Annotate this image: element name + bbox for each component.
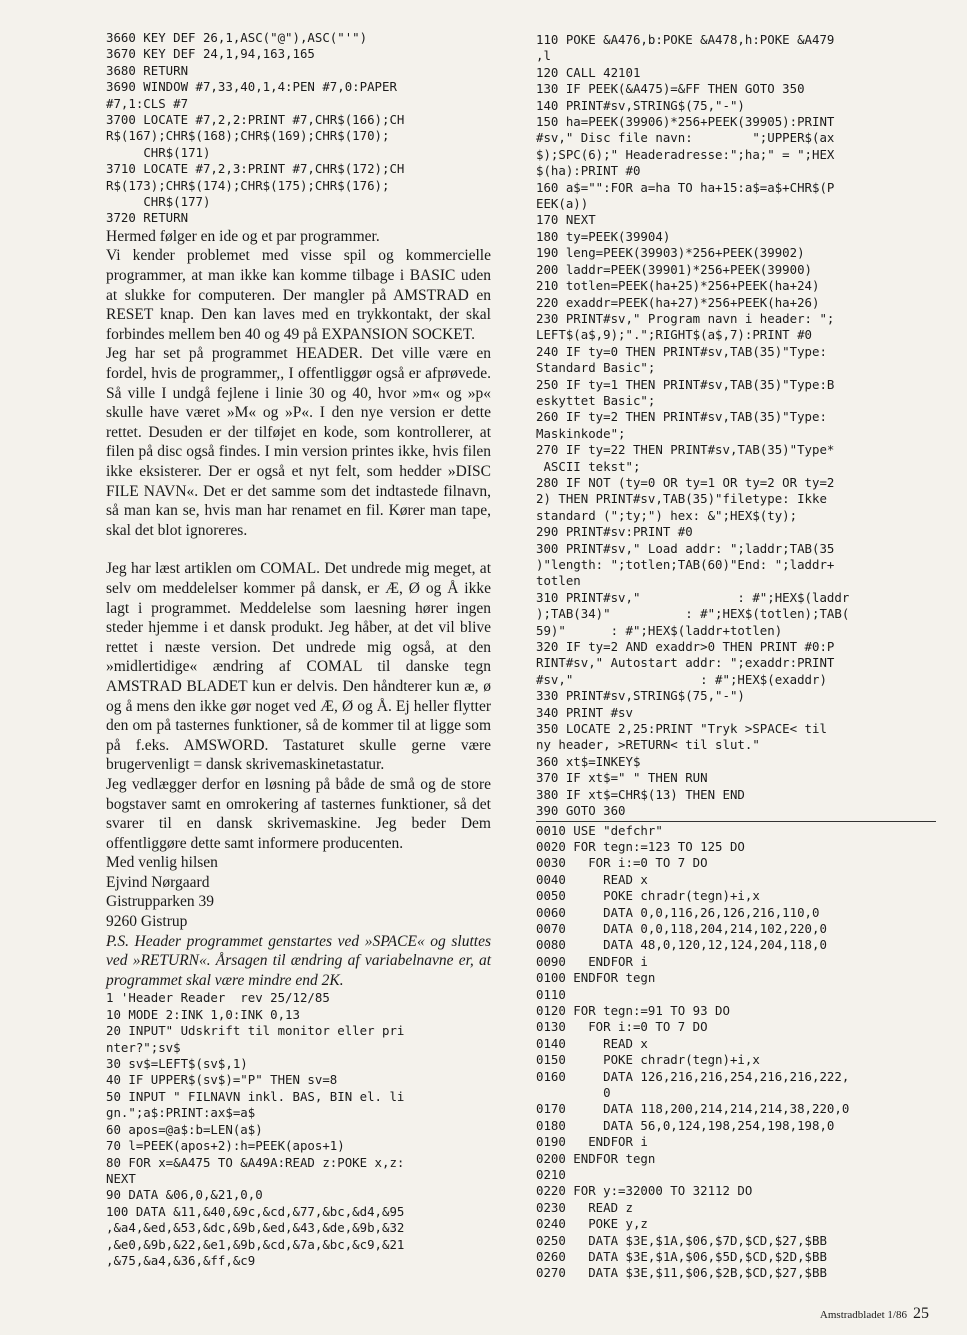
- letter-paragraph-reset: Vi kender problemet med visse spil og kommercielle programmer, at man ikke kan komme tilbage i BASIC uden at slukke for computeren. Der mangler på AMSTRAD en RESET knap. Den kan laves med en trykkontakt, der skal forbindes mellem ben 40 og 49 på EXPANSION SOCKET.: [106, 247, 491, 343]
- author-city: 9260 Gistrup: [106, 913, 188, 931]
- letter-text: [106, 227, 491, 991]
- basic-listing-key-def: 3660 KEY DEF 26,1,ASC("@"),ASC("'") 3670 KEY DEF 24,1,94,163,165 3680 RETURN 3690 WINDOW #7,33,40,1,4:PEN #7,0:PAPER #7,1:CLS #7 3700 LOCATE #7,2,2:PRINT #7,CHR$(166);CH R$(167);CHR$(168);CHR$(169);CHR$(170); CHR$(171) 3710 LOCATE #7,2,3:PRINT #7,CHR$(172);CH R$(173);CHR$(174);CHR$(175);CHR$(176); CHR$(177) 3720 RETURN: [106, 30, 405, 226]
- letter-closing: Med venlig hilsen: [106, 854, 218, 872]
- page-number: 25: [913, 1305, 929, 1322]
- author-street: Gistrupparken 39: [106, 893, 215, 911]
- letter-postscript: P.S. Header programmet genstartes ved »SPACE« og sluttes ved »RETURN«. Årsagen til ændring af variabelnavne er, at programmet skal være mindre end 2K.: [106, 932, 491, 989]
- author-name: Ejvind Nørgaard: [106, 873, 210, 891]
- letter-paragraph-comal: Jeg har læst artiklen om COMAL. Det undrede mig meget, at selv om meddelelser kommer på dansk, er Æ, Ø og Å ikke lagt i programmet. Meddelelse som laesning hører ingen steder hjemme i et dansk produkt. Jeg håber, at det vil blive rettet i næste version. Det undrede mig også, at den »midlertidige« ændring af COMAL til danske tegn AMSTRAD BLADET kun er delvis. Den håndterer kun æ, ø og å mens den ikke gør noget ved Æ, Ø og Å. Ej heller flytter den om på tasternes funktioner, så de kommer til at ligge som på f.eks. AMSWORD. Tastaturet skulle gerne være brugervenligt = dansk skrivemaskinetastatur.: [106, 560, 491, 774]
- page-footer: [820, 1305, 929, 1323]
- magazine-issue: Amstradbladet 1/86: [819, 1309, 907, 1321]
- letter-paragraph-header: Jeg har set på programmet HEADER. Det ville være en fordel, hvis de programmer,, I offentliggør også er afprøvede. Så ville I undgå fejlene i linie 30 og 40, hvor »m« og »p« skulle have været »M« og »P«. I den nye version er dette rettet. Desuden er der tilføjet en kode, som kontrollerer, at filen på disc også findes. I min version printes ikke, hvis filen ikke eksisterer. Der er også et nyt felt, som hedder »DISC FILE NAVN«. Det er det samme som det indtastede filnavn, så man kan se, hvis man har renamet en fil. Kører man tape, skal det blot ignoreres.: [106, 345, 491, 539]
- listing-divider: [536, 821, 936, 822]
- left-column: [106, 30, 491, 1269]
- right-column: [536, 32, 936, 1282]
- letter-paragraph-intro: Hermed følger en ide og et par programmer.: [106, 227, 380, 245]
- basic-listing-header-reader-part1: 1 'Header Reader rev 25/12/85 10 MODE 2:INK 1,0:INK 0,13 20 INPUT" Udskrift til monitor eller pri nter?";sv$ 30 sv$=LEFT$(sv$,1) 40 IF UPPER$(sv$)="P" THEN sv=8 50 INPUT " FILNAVN inkl. BAS, BIN el. li gn.";a$:PRINT:ax$=a$ 60 apos=@a$:b=LEN(a$) 70 l=PEEK(apos+2):h=PEEK(apos+1) 80 FOR x=&A475 TO &A49A:READ z:POKE x,z: NEXT 90 DATA &06,0,&21,0,0 100 DATA &11,&40,&9c,&cd,&77,&bc,&d4,&95 ,&a4,&ed,&53,&dc,&9b,&ed,&43,&de,&9b,&32 ,&e0,&9b,&22,&e1,&9b,&cd,&7a,&bc,&c9,&21 ,&75,&a4,&36,&ff,&c9: [106, 990, 405, 1268]
- letter-paragraph-solution: Jeg vedlægger derfor en løsning på både de små og de store bogstaver samt en omrokering af tasternes funktioner, så det svarer til en dansk skrivemaskine. Jeg beder Dem offentliggøre dette samt informere producenten.: [106, 775, 491, 852]
- comal-listing-danish-chars: 0010 USE "defchr" 0020 FOR tegn:=123 TO 125 DO 0030 FOR i:=0 TO 7 DO 0040 READ x 0050 POKE chradr(tegn)+i,x 0060 DATA 0,0,116,26,126,216,110,0 0070 DATA 0,0,118,204,214,102,220,0 0080 DATA 48,0,120,12,124,204,118,0 0090 ENDFOR i 0100 ENDFOR tegn 0110 0120 FOR tegn:=91 TO 93 DO 0130 FOR i:=0 TO 7 DO 0140 READ x 0150 POKE chradr(tegn)+i,x 0160 DATA 126,216,216,254,216,216,222, 0 0170 DATA 118,200,214,214,214,38,220,0 0180 DATA 56,0,124,198,254,198,198,0 0190 ENDFOR i 0200 ENDFOR tegn 0210 0220 FOR y:=32000 TO 32112 DO 0230 READ z 0240 POKE y,z 0250 DATA $3E,$1A,$06,$7D,$CD,$27,$BB 0260 DATA $3E,$1A,$06,$5D,$CD,$2D,$BB 0270 DATA $3E,$11,$06,$2B,$CD,$27,$BB: [536, 822, 850, 1281]
- paragraph-gap: [106, 540, 491, 559]
- basic-listing-header-reader-part2: 110 POKE &A476,b:POKE &A478,h:POKE &A479 ,l 120 CALL 42101 130 IF PEEK(&A475)=&FF THEN GOTO 350 140 PRINT#sv,STRING$(75,"-") 150 ha=PEEK(39906)*256+PEEK(39905):PRINT #sv," Disc file navn: ";UPPER$(ax $);SPC(6);" Headeradresse:";ha;" = ";HEX $(ha):PRINT #0 160 a$="":FOR a=ha TO ha+15:a$=a$+CHR$(P EEK(a)) 170 NEXT 180 ty=PEEK(39904) 190 leng=PEEK(39903)*256+PEEK(39902) 200 laddr=PEEK(39901)*256+PEEK(39900) 210 totlen=PEEK(ha+25)*256+PEEK(ha+24) 220 exaddr=PEEK(ha+27)*256+PEEK(ha+26) 230 PRINT#sv," Program navn i header: "; LEFT$(a$,9);".";RIGHT$(a$,7):PRINT #0 240 IF ty=0 THEN PRINT#sv,TAB(35)"Type: Standard Basic"; 250 IF ty=1 THEN PRINT#sv,TAB(35)"Type:B eskyttet Basic"; 260 IF ty=2 THEN PRINT#sv,TAB(35)"Type: Maskinkode"; 270 IF ty=22 THEN PRINT#sv,TAB(35)"Type* ASCII tekst"; 280 IF NOT (ty=0 OR ty=1 OR ty=2 OR ty=2 2) THEN PRINT#sv,TAB(35)"filetype: Ikke standard (";ty;") hex: &";HEX$(ty); 290 PRINT#sv:PRINT #0 300 PRINT#sv," Load addr: ";laddr;TAB(35 )"length: ";totlen;TAB(60)"End: ";laddr+ totlen 310 PRINT#sv," : #";HEX$(laddr );TAB(34)" : #";HEX$(totlen);TAB( 59)" : #";HEX$(laddr+totlen) 320 IF ty=2 AND exaddr>0 THEN PRINT #0:P RINT#sv," Autostart addr: ";exaddr:PRINT #sv," : #";HEX$(exaddr) 330 PRINT#sv,STRING$(75,"-") 340 PRINT #sv 350 LOCATE 2,25:PRINT "Tryk >SPACE< til ny header, >RETURN< til slut." 360 xt$=INKEY$ 370 IF xt$=" " THEN RUN 380 IF xt$=CHR$(13) THEN END 390 GOTO 360: [536, 32, 850, 819]
